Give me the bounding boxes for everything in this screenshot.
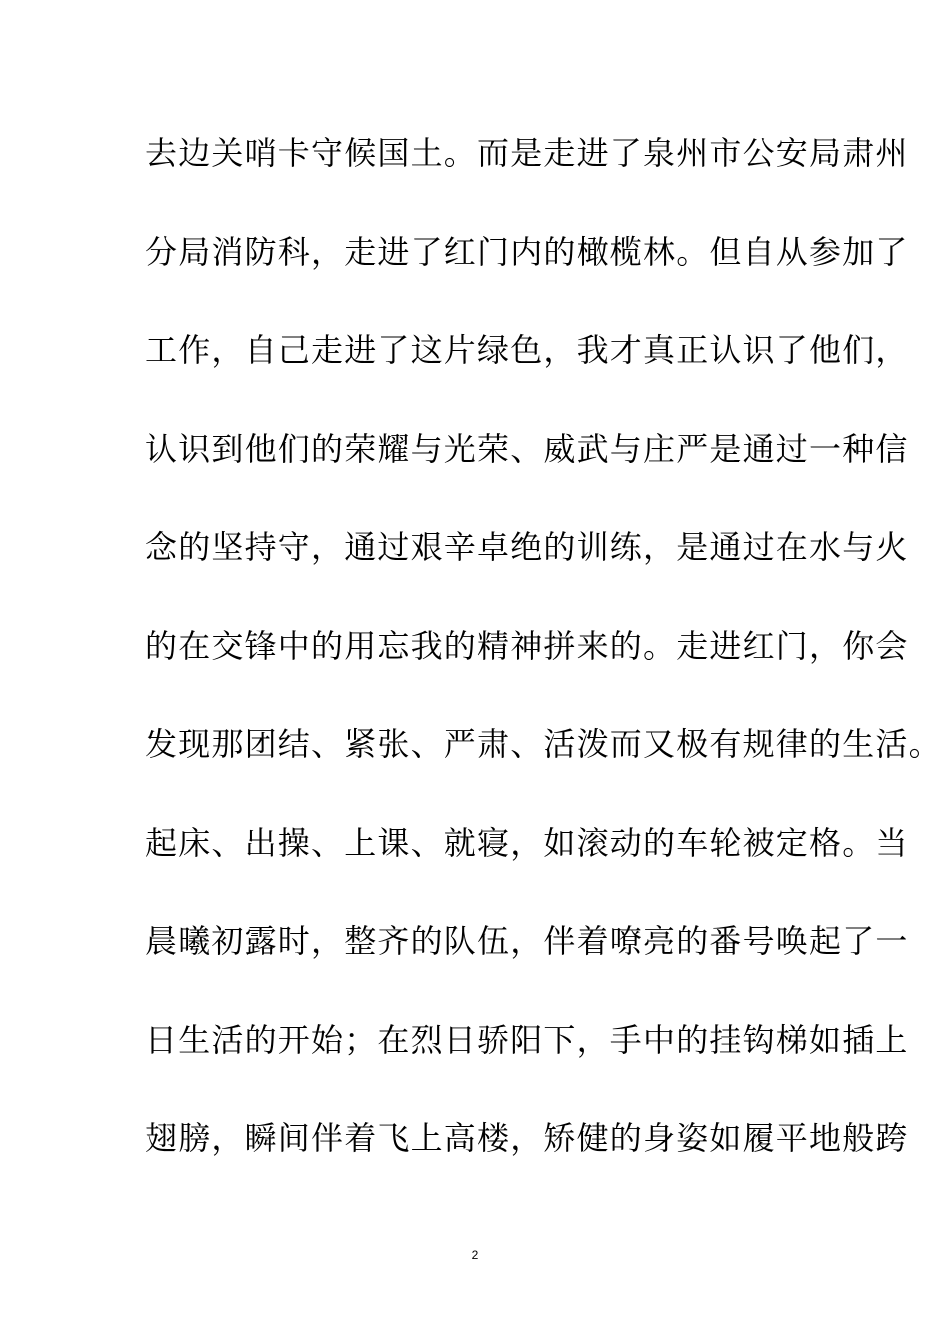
- text-line: 日生活的开始；在烈日骄阳下，手中的挂钩梯如插上: [145, 1020, 909, 1059]
- page-number: 2: [471, 1248, 479, 1262]
- text-line: 念的坚持守，通过艰辛卓绝的训练，是通过在水与火: [145, 528, 909, 566]
- text-line: 起床、出操、上课、就寝，如滚动的车轮被定格。当: [145, 823, 909, 862]
- text-line: 晨曦初露时，整齐的队伍，伴着嘹亮的番号唤起了一: [145, 922, 909, 960]
- text-line: 发现那团结、紧张、严肃、活泼而又极有规律的生活。: [145, 725, 942, 763]
- text-line: 翅膀，瞬间伴着飞上高楼，矫健的身姿如履平地般跨: [145, 1119, 909, 1157]
- text-line: 分局消防科，走进了红门内的橄榄林。但自从参加了: [145, 232, 909, 271]
- text-line: 的在交锋中的用忘我的精神拼来的。走进红门，你会: [145, 626, 909, 665]
- text-line: 认识到他们的荣耀与光荣、威武与庄严是通过一种信: [145, 429, 909, 468]
- text-line: 去边关哨卡守候国土。而是走进了泉州市公安局肃州: [145, 134, 909, 172]
- text-line: 工作，自己走进了这片绿色，我才真正认识了他们，: [145, 331, 909, 369]
- body-text: [145, 128, 942, 1212]
